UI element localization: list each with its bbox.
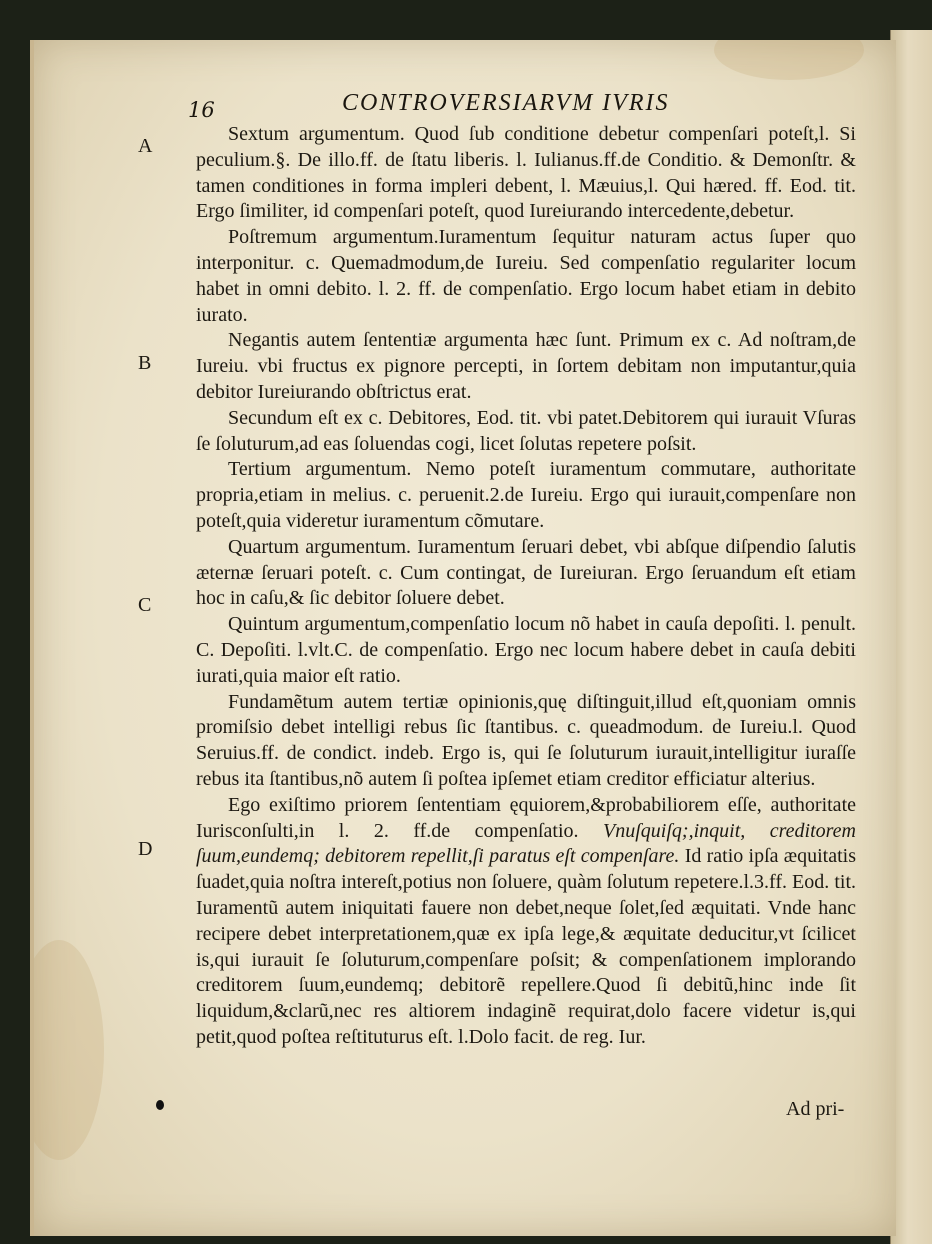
margin-letter-d: D	[138, 838, 153, 860]
paragraph-fundamentum: Fundamẽtum autem tertiæ opinionis,quę diſtinguit,illud eſt,quoniam omnis promiſsio debet intelligi rebus ſic ſtantibus. c. queadmodum. de Iureiu.l. Quod Seruius.ff. de condict. indeb. Ergo is, qui ſe ſoluturum iurauit,intelligitur iuraſſe rebus ita ſtantibus,nõ autem ſi poſtea ipſemet etiam creditor efficiatur alterius.	[196, 690, 856, 790]
paragraph-lead: Ego exiſtimo priorem ſententiam ęquiorem,&probabiliorem eſſe, authoritate Iurisconſulti,in l. 2. ff.de compenſatio.	[196, 793, 856, 842]
paragraph-quartum: Quartum argumentum. Iuramentum ſeruari debet, vbi abſque diſpendio ſalutis æternæ ſeruari poteſt. c. Cum contingat, de Iureiuran. Ergo ſeruandum eſt etiam hoc in caſu,& ſic debitor ſoluere debet.	[196, 535, 856, 610]
page-stain	[30, 940, 104, 1160]
paragraph-tertium: Tertium argumentum. Nemo poteſt iuramentum commutare, authoritate propria,etiam in melius. c. peruenit.2.de Iureiu. Ergo qui iurauit,compenſare non poteſt,quia videretur iuramentum cõmutare.	[196, 458, 856, 532]
paragraph-postremum: Poſtremum argumentum.Iuramentum ſequitur naturam actus ſuper quo interponitur. c. Quemadmodum,de Iureiu. Sed compenſatio regulariter locum habet in omni debito. l. 2. ff. de compenſatio. Ergo locum habet etiam in debito iurato.	[196, 226, 856, 326]
paragraph-rest: Id ratio ipſa æquitatis ſuadet,quia noſtra intereſt,potius non ſoluere, quàm ſolutum repetere.l.3.ff. Eod. tit. Iuramentũ autem iniquitati fauere non debet,neque ſolet,ſed æquitati. Vnde hanc recipere debet interpretationem,quæ ex ipſa lege,& æquitate deducitur,vt ſcilicet is,qui iurauit ſe ſoluturum,compenſare poſsit; & compenſationem implorando creditorem ſuum,eundemq; debitorẽ repellere.Quod ſi debitũ,hinc inde ſit liquidum,&clarũ,nec res altiorem indaginẽ requirat,dolo facere videtur is,qui petit,quod poſtea reſtituturus eſt. l.Dolo facit. de reg. Iur.	[196, 845, 857, 1048]
margin-letter-c: C	[138, 594, 152, 616]
paragraph-sextum: Sextum argumentum. Quod ſub conditione debetur compenſari poteſt,l. Si peculium.§. De illo.ff. de ſtatu liberis. l. Iulianus.ff.de Conditio. & Demonſtr. & tamen conditiones in forma impleri debent, l. Mæuius,l. Qui hæred. ff. Eod. tit. Ergo ſimiliter, id compenſari poteſt, quod Iureiurando intercedente,debetur.	[196, 123, 856, 223]
ink-blot	[156, 1100, 164, 1110]
jurist-quote: Vnuſquiſq;,inquit, creditorem ſuum,eundemq; debitorem repellit,ſi paratus eſt compenſare.	[196, 819, 857, 868]
paragraph-quintum: Quintum argumentum,compenſatio locum nõ habet in cauſa depoſiti. l. penult. C. Depoſiti. l.vlt.C. de compenſatio. Ergo nec locum habere debet in cauſa debiti iurati,quia maior eſt ratio.	[196, 613, 856, 687]
page-header	[34, 90, 896, 120]
folio-number: 16	[188, 98, 215, 122]
paragraph-secundum: Secundum eſt ex c. Debitores, Eod. tit. vbi patet.Debitorem qui iurauit Vſuras ſe ſoluturum,ad eas ſoluendas cogi, licet ſolutas repetere poſsit.	[196, 406, 856, 455]
adjacent-page-edge	[890, 30, 932, 1244]
catchword: Ad pri-	[786, 1098, 845, 1120]
running-title: CONTROVERSIARVM IVRIS	[342, 90, 670, 116]
paragraph-ego-existimo	[196, 793, 856, 1051]
margin-letter-a: A	[138, 135, 153, 157]
main-text	[196, 122, 856, 1051]
page-stain	[714, 40, 864, 80]
paragraph-negantis: Negantis autem ſententiæ argumenta hæc ſunt. Primum ex c. Ad noſtram,de Iureiu. vbi fructus ex pignore percepti, in ſortem debitam non imputantur,quia debitor Iureiurando obſtrictus erat.	[196, 329, 856, 403]
margin-letter-b: B	[138, 352, 152, 374]
